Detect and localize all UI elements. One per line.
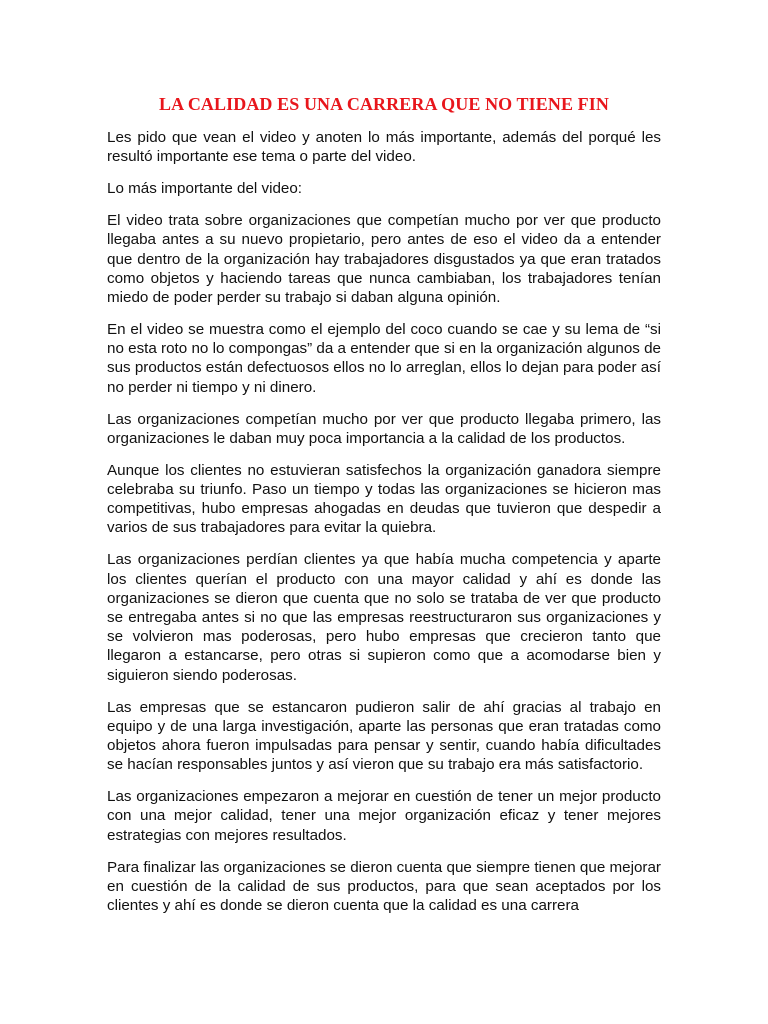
- document-title: LA CALIDAD ES UNA CARRERA QUE NO TIENE FIN: [159, 94, 609, 114]
- paragraph-losing-clients: Las organizaciones perdían clientes ya que había mucha competencia y aparte los clientes querían el producto con una mayor calidad y ahí es donde las organizaciones se dieron que cuenta que no solo se trataba de ver que producto se entregaba antes si no que las empresas reestructuraron sus organizaciones y se volvieron mas poderosas, pero hubo empresas que crecieron tanto que llegaron a estancarse, pero otras si supieron como que a acomodarse bien y siguieron siendo poderosas.: [107, 551, 661, 684]
- paragraph-improvement: Las organizaciones empezaron a mejorar en cuestión de tener un mejor producto con una mejor calidad, tener una mejor organización eficaz y tener mejores estrategias con mejores resultados.: [107, 788, 661, 844]
- paragraph-coconut-example: En el video se muestra como el ejemplo del coco cuando se cae y su lema de “si no esta roto no lo compongas” da a entender que si en la organización algunos de sus productos están defectuosos ellos no lo arreglan, ellos lo dejan para poder así no perder ni tiempo y ni dinero.: [107, 321, 661, 396]
- paragraph-video-summary: El video trata sobre organizaciones que competían mucho por ver que producto llegaba antes a su nuevo propietario, pero antes de eso el video da a entender que dentro de la organización hay trabajadores disgustados ya que eran tratados como objetos y haciendo tareas que nunca cambiaban, los trabajadores tenían miedo de poder perder su trabajo si daban alguna opinión.: [107, 212, 661, 307]
- paragraph-conclusion: Para finalizar las organizaciones se dieron cuenta que siempre tienen que mejorar en cuestión de la calidad de sus productos, para que sean aceptados por los clientes y ahí es donde se dieron cuenta que la calidad es una carrera: [107, 858, 661, 915]
- paragraph-instructions: Les pido que vean el video y anoten lo más importante, además del porqué les resultó importante ese tema o parte del video.: [107, 129, 661, 166]
- paragraph-teamwork: Las empresas que se estancaron pudieron salir de ahí gracias al trabajo en equipo y de una larga investigación, aparte las personas que eran tratadas como objetos ahora fueron impulsadas para pensar y sentir, cuando había dificultades se hacían responsables juntos y así vieron que su trabajo era más satisfactorio.: [107, 698, 661, 774]
- paragraph-clients-unsatisfied: Aunque los clientes no estuvieran satisfechos la organización ganadora siempre celebraba su triunfo. Paso un tiempo y todas las organizaciones se hicieron mas competitivas, hubo empresas ahogadas en deudas que tuvieron que despedir a varios de sus trabajadores para evitar la quiebra.: [107, 461, 661, 537]
- paragraph-competition: Las organizaciones competían mucho por ver que producto llegaba primero, las organizaciones le daban muy poca importancia a la calidad de los productos.: [107, 410, 661, 447]
- paragraph-heading-most-important: Lo más importante del video:: [107, 180, 303, 198]
